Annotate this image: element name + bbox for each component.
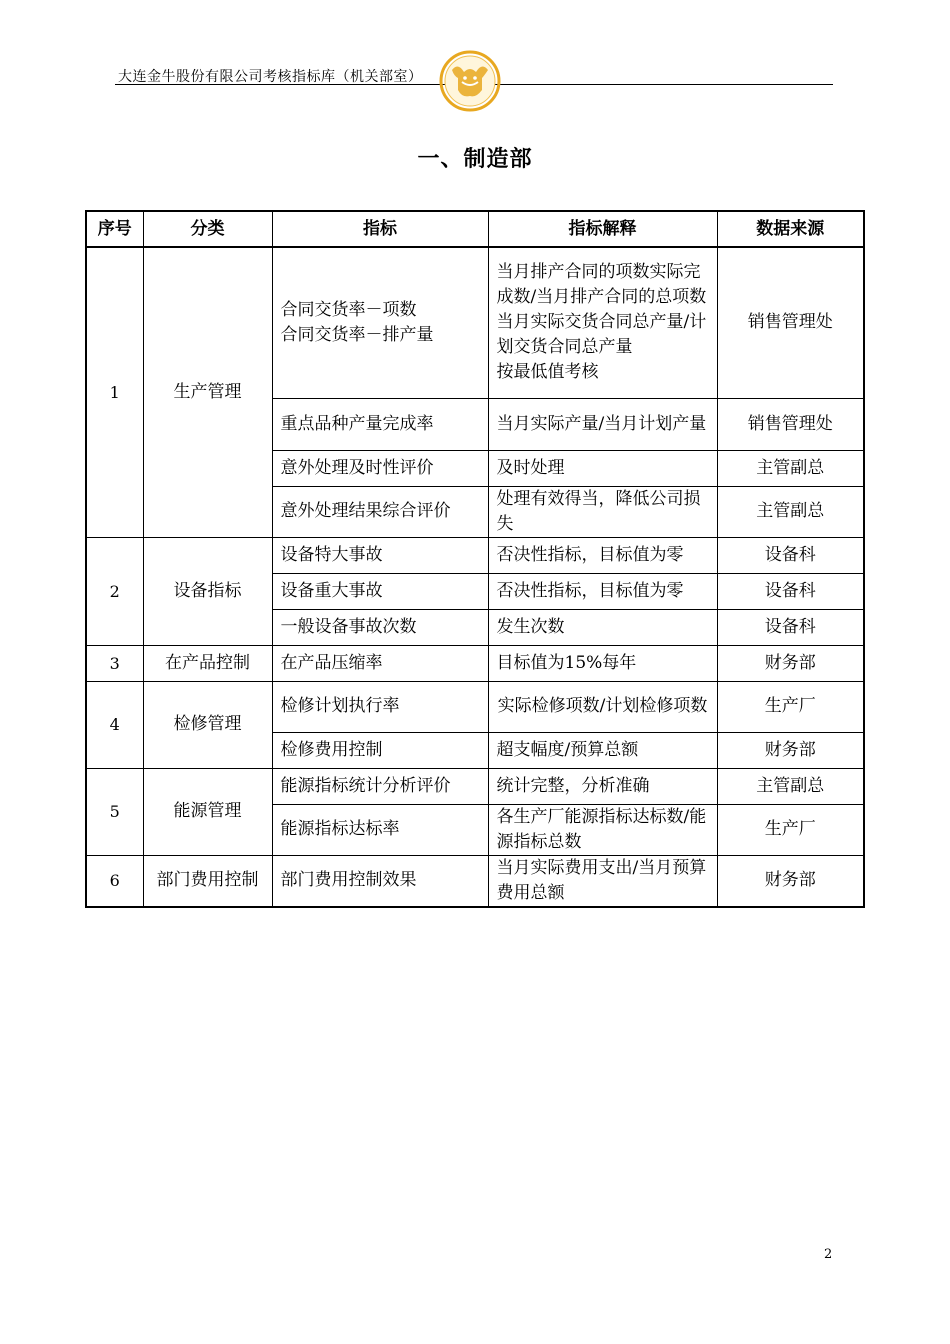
explanation-cell: 发生次数 [488, 609, 717, 645]
explanation-cell: 处理有效得当，降低公司损失 [488, 486, 717, 537]
source-cell: 财务部 [717, 732, 864, 768]
seq-cell: 6 [86, 855, 143, 907]
table-row [86, 247, 864, 398]
col-header-source: 数据来源 [717, 211, 864, 247]
seq-cell: 1 [86, 247, 143, 537]
indicator-cell: 能源指标统计分析评价 [272, 768, 488, 804]
indicator-cell: 部门费用控制效果 [272, 855, 488, 907]
category-cell: 生产管理 [143, 247, 272, 537]
source-cell: 财务部 [717, 645, 864, 681]
col-header-indicator: 指标 [272, 211, 488, 247]
explanation-cell: 实际检修项数/计划检修项数 [488, 681, 717, 732]
col-header-category: 分类 [143, 211, 272, 247]
category-cell: 部门费用控制 [143, 855, 272, 907]
indicator-cell: 在产品压缩率 [272, 645, 488, 681]
table-row [86, 681, 864, 732]
table-row [86, 855, 864, 907]
source-cell: 生产厂 [717, 804, 864, 855]
col-header-seq: 序号 [86, 211, 143, 247]
table-header-row [86, 211, 864, 247]
seq-cell: 3 [86, 645, 143, 681]
table-row [86, 537, 864, 573]
indicator-cell: 能源指标达标率 [272, 804, 488, 855]
explanation-cell: 当月实际产量/当月计划产量 [488, 398, 717, 450]
kpi-table [85, 210, 865, 908]
source-cell: 设备科 [717, 537, 864, 573]
source-cell: 主管副总 [717, 486, 864, 537]
explanation-cell: 各生产厂能源指标达标数/能源指标总数 [488, 804, 717, 855]
explanation-cell: 及时处理 [488, 450, 717, 486]
indicator-cell: 设备特大事故 [272, 537, 488, 573]
seq-cell: 4 [86, 681, 143, 768]
category-cell: 能源管理 [143, 768, 272, 855]
indicator-cell: 意外处理结果综合评价 [272, 486, 488, 537]
explanation-cell: 统计完整，分析准确 [488, 768, 717, 804]
source-cell: 销售管理处 [717, 398, 864, 450]
seq-cell: 2 [86, 537, 143, 645]
source-cell: 生产厂 [717, 681, 864, 732]
category-cell: 在产品控制 [143, 645, 272, 681]
page-number: 2 [824, 1247, 833, 1262]
category-cell: 设备指标 [143, 537, 272, 645]
source-cell: 设备科 [717, 573, 864, 609]
indicator-cell: 一般设备事故次数 [272, 609, 488, 645]
explanation-cell: 当月排产合同的项数实际完成数/当月排产合同的总项数 当月实际交货合同总产量/计划交货合同总产量 按最低值考核 [488, 247, 717, 398]
source-cell: 销售管理处 [717, 247, 864, 398]
explanation-cell: 否决性指标，目标值为零 [488, 573, 717, 609]
indicator-cell: 检修计划执行率 [272, 681, 488, 732]
indicator-cell: 意外处理及时性评价 [272, 450, 488, 486]
seq-cell: 5 [86, 768, 143, 855]
bull-logo-icon [438, 50, 502, 112]
indicator-cell: 设备重大事故 [272, 573, 488, 609]
source-cell: 主管副总 [717, 450, 864, 486]
table-row [86, 768, 864, 804]
explanation-cell: 目标值为15%每年 [488, 645, 717, 681]
category-cell: 检修管理 [143, 681, 272, 768]
col-header-explanation: 指标解释 [488, 211, 717, 247]
indicator-cell: 检修费用控制 [272, 732, 488, 768]
indicator-cell: 重点品种产量完成率 [272, 398, 488, 450]
indicator-cell: 合同交货率－项数 合同交货率－排产量 [272, 247, 488, 398]
explanation-cell: 当月实际费用支出/当月预算费用总额 [488, 855, 717, 907]
explanation-cell: 超支幅度/预算总额 [488, 732, 717, 768]
source-cell: 设备科 [717, 609, 864, 645]
source-cell: 主管副总 [717, 768, 864, 804]
source-cell: 财务部 [717, 855, 864, 907]
page-title: 一、制造部 [417, 147, 533, 172]
explanation-cell: 否决性指标，目标值为零 [488, 537, 717, 573]
table-row [86, 645, 864, 681]
header-company-title: 大连金牛股份有限公司考核指标库（机关部室） [118, 69, 423, 85]
